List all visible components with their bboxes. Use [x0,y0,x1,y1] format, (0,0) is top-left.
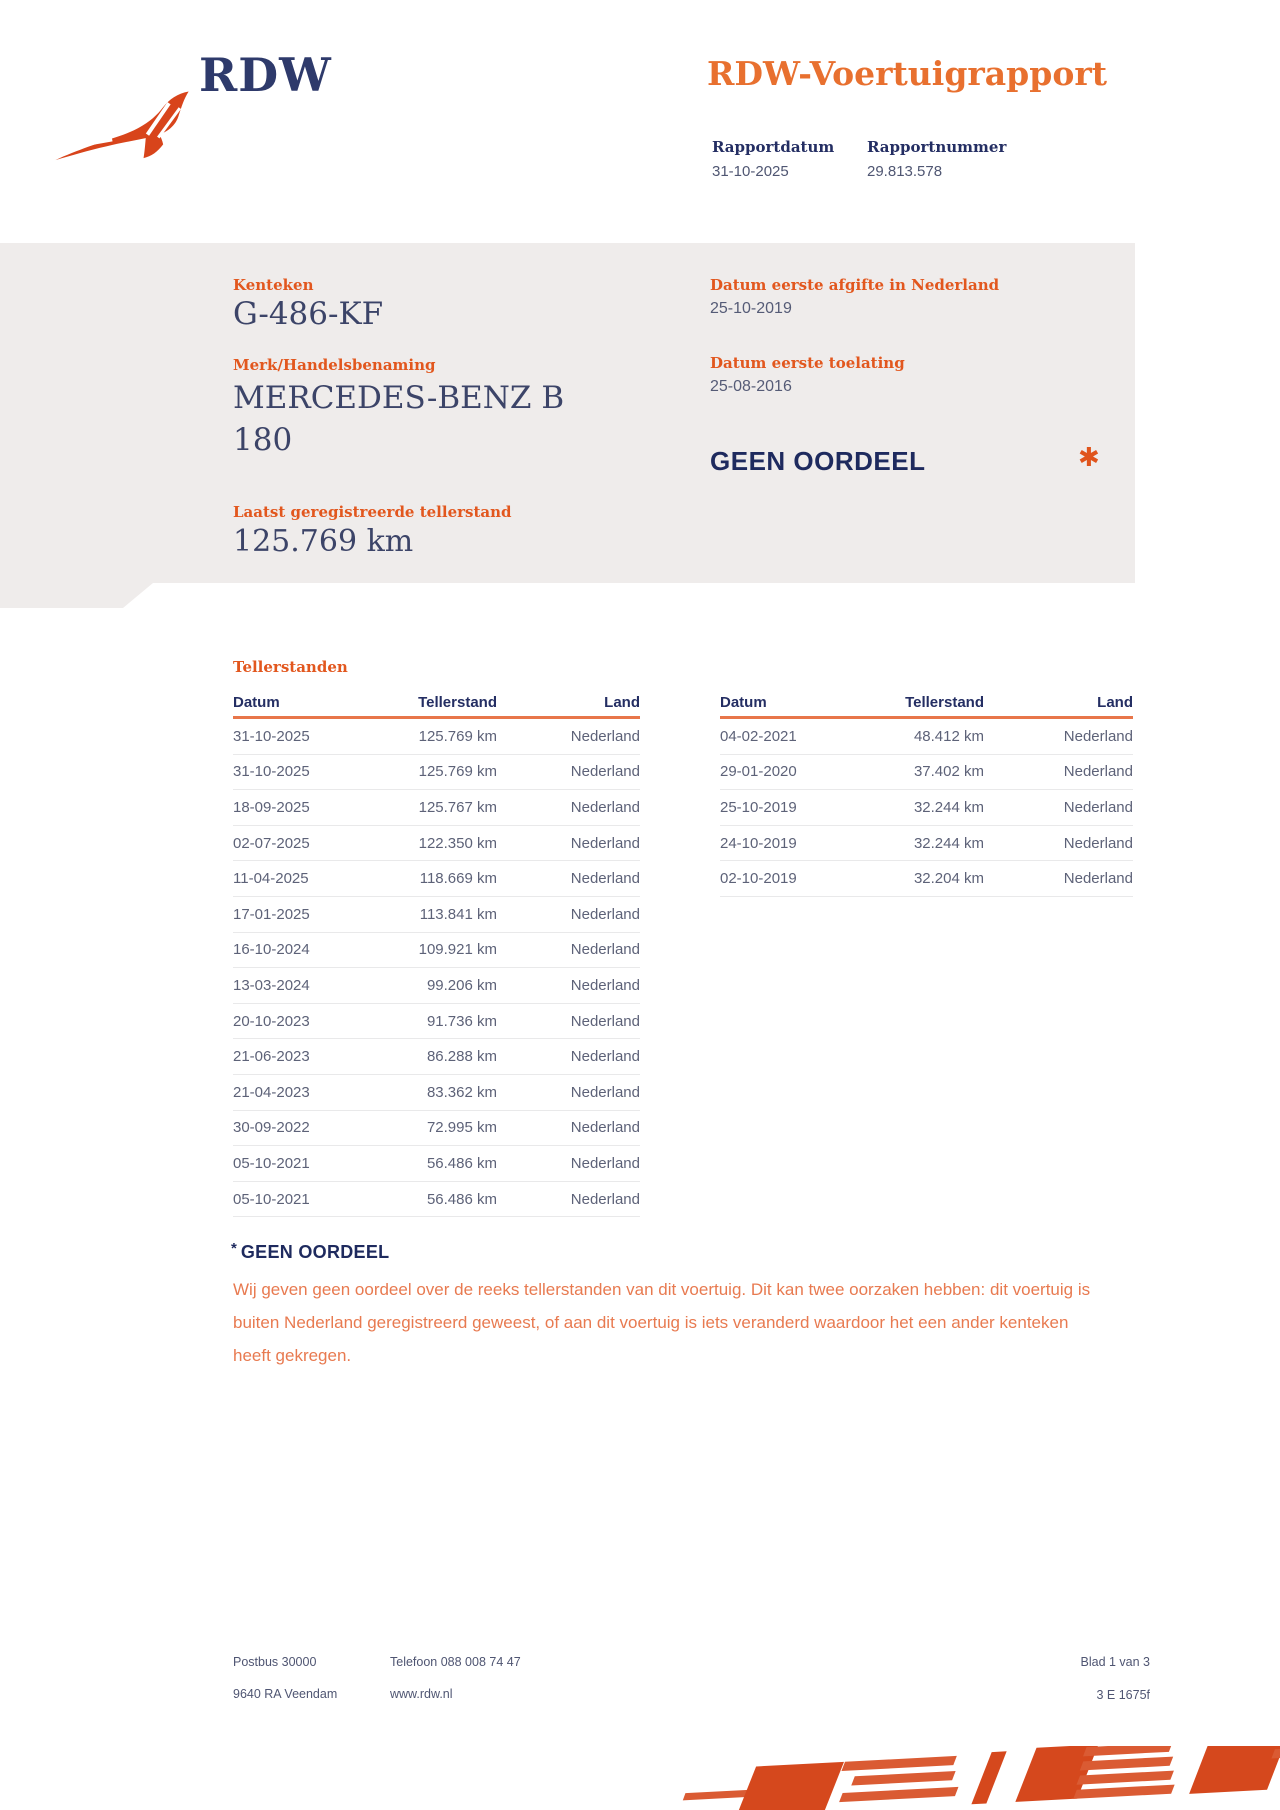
cell-tellerstand: 32.244 km [913,798,984,816]
footer-website: www.rdw.nl [390,1687,453,1701]
form-code: 3 E 1675f [1096,1688,1150,1702]
afgifte-label: Datum eerste afgifte in Nederland [710,276,1000,294]
footnote-body: Wij geven geen oordeel over de reeks tellerstanden van dit voertuig. Dit kan twee oorzaken hebben: dit voertuig is buiten Nederland geregistreerd geweest, of aan dit voertuig is iets veranderd waardoor het een ander kenteken heeft gekregen. [233,1280,1091,1365]
table-row [233,1075,640,1111]
rdw-feather-logo-icon [52,66,192,164]
table-row [233,861,640,897]
report-number-value: 29.813.578 [867,163,943,180]
kenteken-label: Kenteken [233,276,314,294]
table-row [233,933,640,969]
rdw-logo-text: RDW [199,48,332,102]
cell-land: Nederland [570,905,640,923]
tellerstand-value: 125.769 km [233,524,414,559]
cell-tellerstand: 86.288 km [426,1048,497,1066]
table-row [720,755,1133,791]
cell-land: Nederland [1063,763,1133,781]
cell-land: Nederland [570,870,640,888]
cell-land: Nederland [1063,870,1133,888]
cell-land: Nederland [570,1119,640,1137]
column-header-tellerstand: Tellerstand [905,694,984,711]
cell-land: Nederland [570,1048,640,1066]
report-date-value: 31-10-2025 [712,163,789,180]
merk-label: Merk/Handelsbenaming [233,356,436,374]
table-row [720,719,1133,755]
cell-land: Nederland [570,976,640,994]
cell-tellerstand: 125.769 km [418,727,497,745]
cell-land: Nederland [570,834,640,852]
cell-tellerstand: 125.767 km [418,798,497,816]
cell-tellerstand: 122.350 km [418,834,497,852]
page-number: Blad 1 van 3 [1080,1655,1150,1669]
cell-tellerstand: 113.841 km [419,905,497,923]
table-row [233,1146,640,1182]
cell-land: Nederland [1063,798,1133,816]
column-header-tellerstand: Tellerstand [418,694,497,711]
cell-datum: 21-06-2023 [233,1048,310,1066]
cell-tellerstand: 37.402 km [913,763,984,781]
verdict-text: GEEN OORDEEL [710,446,926,476]
cell-datum: 31-10-2025 [233,763,310,781]
cell-datum: 18-09-2025 [233,798,310,816]
cell-datum: 04-02-2021 [720,727,797,745]
table-header [233,688,640,711]
table-row [233,1182,640,1218]
cell-tellerstand: 109.921 km [418,941,497,959]
column-header-land: Land [604,694,640,711]
column-header-datum: Datum [720,694,767,711]
afgifte-value: 25-10-2019 [710,300,792,317]
merk-value: MERCEDES-BENZ B 180 [233,380,565,458]
cell-land: Nederland [570,1190,640,1208]
cell-datum: 24-10-2019 [720,834,797,852]
cell-datum: 21-04-2023 [233,1083,310,1101]
report-date-label: Rapportdatum [712,138,835,156]
table-row [233,1111,640,1147]
cell-tellerstand: 72.995 km [426,1119,497,1137]
footnote-marker: * [231,1240,237,1257]
cell-land: Nederland [570,941,640,959]
cell-datum: 25-10-2019 [720,798,797,816]
cell-datum: 11-04-2025 [233,870,309,888]
footer-page-info [950,1655,1150,1702]
footnote-heading [231,1240,389,1263]
cell-tellerstand: 56.486 km [426,1190,497,1208]
speed-stripes-graphic [632,1746,1280,1810]
kenteken-value: G-486-KF [233,296,384,332]
cell-datum: 30-09-2022 [233,1119,310,1137]
table-row [233,968,640,1004]
cell-land: Nederland [570,763,640,781]
footer-address-line1: Postbus 30000 [233,1655,317,1669]
cell-tellerstand: 56.486 km [426,1154,497,1172]
report-number-label: Rapportnummer [867,138,1007,156]
cell-land: Nederland [1063,834,1133,852]
tellerstanden-section-title: Tellerstanden [233,658,348,676]
odometer-table-right [720,688,1133,897]
tellerstand-label: Laatst geregistreerde tellerstand [233,503,512,521]
cell-tellerstand: 118.669 km [419,870,497,888]
asterisk-star-icon: ✱ [1078,442,1100,472]
cell-datum: 20-10-2023 [233,1012,310,1030]
column-header-land: Land [1097,694,1133,711]
cell-land: Nederland [570,727,640,745]
cell-tellerstand: 83.362 km [426,1083,497,1101]
cell-datum: 05-10-2021 [233,1154,310,1172]
cell-datum: 02-07-2025 [233,834,310,852]
table-row [233,1004,640,1040]
odometer-table-left [233,688,640,1217]
cell-datum: 05-10-2021 [233,1190,310,1208]
cell-land: Nederland [570,1012,640,1030]
cell-land: Nederland [570,1083,640,1101]
table-row [233,897,640,933]
table-body [720,719,1133,897]
column-header-datum: Datum [233,694,280,711]
cell-tellerstand: 125.769 km [418,763,497,781]
cell-land: Nederland [1063,727,1133,745]
cell-tellerstand: 91.736 km [426,1012,497,1030]
toelating-value: 25-08-2016 [710,378,792,395]
page-title: RDW-Voertuigrapport [707,54,1107,93]
cell-datum: 13-03-2024 [233,976,310,994]
cell-datum: 29-01-2020 [720,763,797,781]
table-row [233,790,640,826]
footer-address-line2: 9640 RA Veendam [233,1687,338,1701]
cell-land: Nederland [570,798,640,816]
table-row [233,1039,640,1075]
table-row [233,826,640,862]
table-row [720,790,1133,826]
cell-datum: 17-01-2025 [233,905,310,923]
cell-tellerstand: 99.206 km [426,976,497,994]
cell-tellerstand: 48.412 km [913,727,984,745]
footer-phone: Telefoon 088 008 74 47 [390,1655,521,1669]
table-row [233,719,640,755]
cell-tellerstand: 32.204 km [913,870,984,888]
footnote-title: GEEN OORDEEL [240,1242,390,1262]
cell-land: Nederland [570,1154,640,1172]
table-row [720,861,1133,897]
table-row [233,755,640,791]
cell-tellerstand: 32.244 km [913,834,984,852]
table-header [720,688,1133,711]
table-row [720,826,1133,862]
cell-datum: 16-10-2024 [233,941,310,959]
cell-datum: 31-10-2025 [233,727,310,745]
toelating-label: Datum eerste toelating [710,354,905,372]
cell-datum: 02-10-2019 [720,870,797,888]
table-body [233,719,640,1217]
